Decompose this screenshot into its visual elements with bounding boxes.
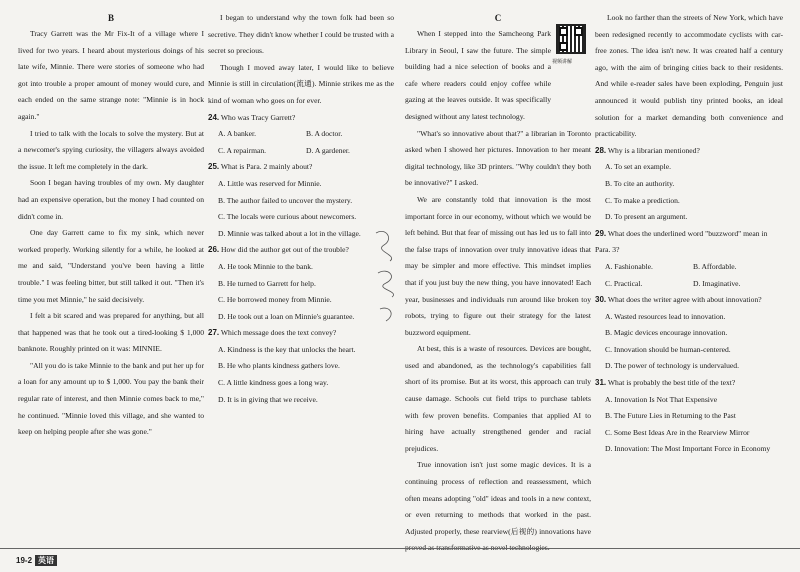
paragraph-c5: True innovation isn't just some magic devices. It is a continuing process of reflection and reassessment, which often means adopting "old" ideas and tools in a new context, or even returning to methods that worked in the past. Adjusted properly, these rearview(后视的) innovations have proved as transformative as novel technologies. (405, 460, 591, 553)
option-29c[interactable]: C. Practical. (605, 278, 643, 288)
options-24-row2 (208, 143, 394, 160)
page-number: 19-2 (16, 556, 33, 565)
column-3 (405, 10, 591, 557)
question-text: What does the writer agree with about innovation? (607, 295, 762, 305)
option-27d[interactable]: D. It is in giving that we receive. (218, 394, 318, 404)
question-number: 28. (595, 145, 607, 155)
option-28a[interactable]: A. To set an example. (605, 162, 671, 172)
option-29b[interactable]: B. Affordable. (693, 261, 737, 271)
section-b-label: B (107, 13, 114, 23)
question-number: 29. (595, 228, 607, 238)
option-26c[interactable]: C. He borrowed money from Minnie. (218, 295, 332, 305)
question-text: How did the author get out of the trouble? (221, 245, 349, 255)
question-text: What is probably the best title of the text? (607, 378, 736, 388)
question-number: 30. (595, 295, 607, 305)
question-number: 24. (208, 112, 220, 122)
option-25c[interactable]: C. The locals were curious about newcomers. (218, 212, 357, 222)
question-text: Why is a librarian mentioned? (607, 145, 700, 155)
paragraph-b2: I tried to talk with the locals to solve the mystery. But at a newcomer's spying curiosity, the villagers always avoided the issue. It left me completely in the dark. (18, 128, 204, 171)
option-27b[interactable]: B. He who plants kindness gathers love. (218, 361, 340, 371)
option-25a[interactable]: A. Little was reserved for Minnie. (218, 178, 322, 188)
options-24-row1 (208, 126, 394, 143)
question-number: 26. (208, 245, 220, 255)
option-28d[interactable]: D. To present an argument. (605, 212, 688, 222)
option-26b[interactable]: B. He turned to Garrett for help. (218, 278, 316, 288)
qr-caption: 视频讲解 (552, 59, 573, 65)
paragraph-b6: "All you do is take Minnie to the bank and put her up for a loan for any amount up to $ 1,000. You pay the bank their regular rate of interest, and then Minnie comes back to me," he continued. "Minnie loved this village, and she wanted to keep on helping people after she was gone." (18, 360, 204, 437)
option-28b[interactable]: B. To cite an authority. (605, 178, 675, 188)
question-text: What does the underlined word "buzzword" mean in Para. 3? (595, 228, 768, 255)
option-30b[interactable]: B. Magic devices encourage innovation. (605, 328, 728, 338)
question-number: 27. (208, 328, 220, 338)
handwriting-scribble (372, 225, 408, 335)
paragraph-b7: I began to understand why the town folk had been so secretive. They didn't know whether I could be trusted with a secret so precious. (208, 13, 394, 56)
paragraph-c3: We are constantly told that innovation is the most important force in our economy, without which we would be left behind. But that fear of missing out has led us to fall into the false traps of innovation over truly innovative ideas that may be simpler and more effective. This mindset implies that if you just buy the new thing, you have innovated! Each year, businesses and individuals run around like broken toy robots, trying to figure out their strategy for the latest buzzword equipment. (405, 194, 591, 337)
option-31b[interactable]: B. The Future Lies in Returning to the Past (605, 411, 736, 421)
option-29a[interactable]: A. Fashionable. (605, 261, 653, 271)
question-text: Who was Tracy Garrett? (220, 112, 296, 122)
option-30a[interactable]: A. Wasted resources lead to innovation. (605, 311, 726, 321)
option-25d[interactable]: D. Minnie was talked about a lot in the village. (218, 228, 361, 238)
paragraph-b4: One day Garrett came to fix my sink, which never worked properly. Working silently for a while, he looked at me and said, "Understand you've been having a little trouble." I was feeling bitter, but still talked it out. "Then it's time you met Minnie," he said decisively. (18, 228, 204, 304)
paragraph-b1: Tracy Garrett was the Mr Fix-It of a village where I lived for two years. I heard about mysterious doings of his late wife, Minnie. There were stories of someone who had got into trouble a proper amount of money would cure, and each ended on the same strange note: "Minnie is in hock again." (18, 29, 204, 121)
option-31c[interactable]: C. Some Best Ideas Are in the Rearview Mirror (605, 427, 750, 437)
option-30d[interactable]: D. The power of technology is undervalued. (605, 361, 739, 371)
option-25b[interactable]: B. The author failed to uncover the mystery. (218, 195, 353, 205)
column-2 (208, 10, 394, 408)
section-c-label: C (494, 13, 502, 23)
page-number-label (16, 555, 57, 566)
paragraph-c4: At best, this is a waste of resources. Devices are bought, used and abandoned, as the technology's capabilities fall short of its promise. But at its worst, this approach can truly cause damage. Schools cut field trips to purchase tablets with few proven benefits. Companies that applied AI to hiring have actually strengthened gender and racial prejudices. (405, 344, 591, 453)
question-text: What is Para. 2 mainly about? (220, 162, 313, 172)
option-24d[interactable]: D. A gardener. (306, 145, 350, 155)
column-4 (595, 10, 783, 458)
option-24b[interactable]: B. A doctor. (306, 129, 343, 139)
question-24 (208, 110, 394, 127)
question-29 (595, 226, 783, 259)
option-26d[interactable]: D. He took out a loan on Minnie's guarantee. (218, 311, 355, 321)
paragraph-b5: I felt a bit scared and was prepared for anything, but all that happened was that he took out a tired-looking $ 1,000 banknote. Roughly printed on it was: MINNIE. (18, 311, 204, 354)
options-29-row1 (595, 259, 783, 276)
option-27c[interactable]: C. A little kindness goes a long way. (218, 378, 329, 388)
option-29d[interactable]: D. Imaginative. (693, 278, 741, 288)
paragraph-c1: When I stepped into the Samcheong Park Library in Seoul, I saw the future. The simple building had a nice selection of books and a cafe where readers could enjoy coffee while gazing at the leaves outside. It was specifically designed without any latest technology. (405, 29, 551, 121)
question-number: 31. (595, 378, 607, 388)
page-footer (0, 548, 800, 572)
option-28c[interactable]: C. To make a prediction. (605, 195, 680, 205)
paragraph-c6: Look no farther than the streets of New York, which have been redesigned recently to accommodate cyclists with car-free zones. The idea isn't new. It was created half a century ago, with the aim of bringing cities back to their residents. And while e-reader sales have been exploding, Penguin just announced it would publish tiny printed books, an ideal solution for a market demanding both convenience and practicability. (595, 13, 783, 139)
question-26 (208, 242, 394, 259)
question-27 (208, 325, 394, 342)
option-31d[interactable]: D. Innovation: The Most Important Force in Economy (605, 444, 771, 454)
column-1 (18, 10, 204, 441)
option-27a[interactable]: A. Kindness is the key that unlocks the heart. (218, 344, 356, 354)
option-24a[interactable]: A. A banker. (218, 129, 256, 139)
question-text: Which message does the text convey? (220, 328, 337, 338)
options-29-row2 (595, 276, 783, 293)
question-25 (208, 159, 394, 176)
option-30c[interactable]: C. Innovation should be human-centered. (605, 344, 731, 354)
option-24c[interactable]: C. A repairman. (218, 145, 267, 155)
option-26a[interactable]: A. He took Minnie to the bank. (218, 261, 313, 271)
question-30 (595, 292, 783, 309)
question-number: 25. (208, 162, 220, 172)
footer-divider (0, 548, 800, 549)
paragraph-c2: "What's so innovative about that?" a librarian in Toronto asked when I showed her pictures. Innovation to her meant digital technology, like 3D printers. "Why couldn't they both be innovative?" I asked. (405, 128, 591, 188)
subject-badge: 英语 (35, 555, 57, 566)
paragraph-b8: Though I moved away later, I would like to believe Minnie is still in circulation(流通). Minnie strikes me as the kind of woman who goes on for ever. (208, 62, 394, 105)
option-31a[interactable]: A. Innovation Is Not That Expensive (605, 394, 718, 404)
question-28 (595, 143, 783, 160)
paragraph-b3: Soon I began having troubles of my own. My daughter had an expensive operation, but the money I had counted on didn't come in. (18, 178, 204, 221)
question-31 (595, 375, 783, 392)
